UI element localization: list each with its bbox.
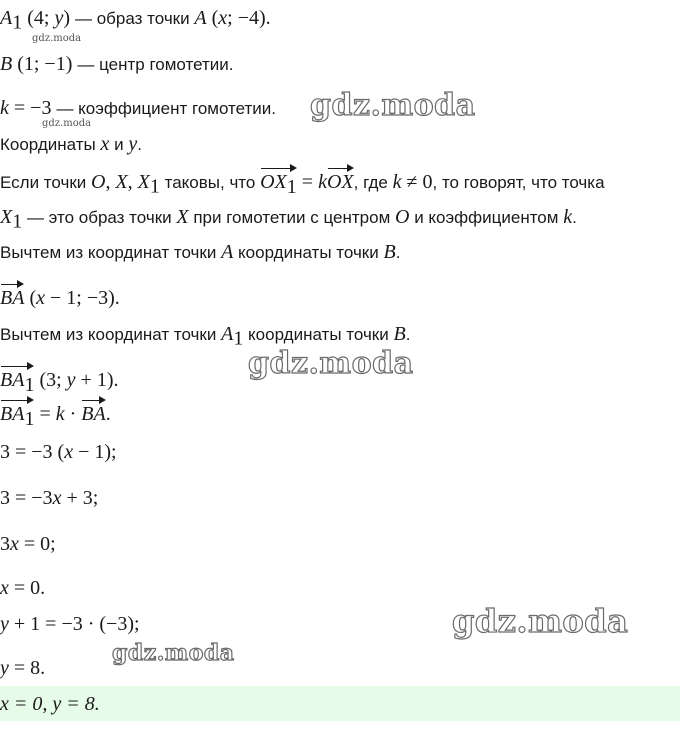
line-vector-relation: $BA_1 = k$ · BA. bbox=[0, 403, 111, 430]
line4-text-a: Координаты bbox=[0, 135, 96, 154]
answer-highlight bbox=[0, 686, 680, 721]
line6-text-b: при гомотетии с центром bbox=[193, 208, 391, 227]
line7-text-b: координаты точки bbox=[238, 243, 379, 262]
line-coefficient: k = −3 — коэффициент гомотетии. bbox=[0, 97, 277, 119]
watermark-1: gdz.moda bbox=[310, 88, 476, 123]
line5-text-d: , то говорят, что точка bbox=[432, 173, 605, 192]
line-center: B (1; −1) — центр гомотетии. bbox=[0, 53, 234, 75]
line9-text-a: Вычтем из координат точки bbox=[0, 325, 217, 344]
line-coordinates: Координаты x и y. bbox=[0, 133, 142, 155]
line4-text-b: и bbox=[114, 135, 124, 154]
line-subtract-2: Вычтем из координат точки $A_1$ координаты точки B. bbox=[0, 323, 411, 350]
equation-4: x = 0. bbox=[0, 577, 46, 599]
line9-text-b: координаты точки bbox=[248, 325, 389, 344]
line2-text: — центр гомотетии. bbox=[77, 55, 234, 74]
line-definition-2: $X_1$ — это образ точки X при гомотетии с центром O и коэффициентом k. bbox=[0, 206, 577, 233]
line6-text-a: — это образ точки bbox=[26, 208, 172, 227]
line-vector-ba1: $BA_1$ (3; y + 1). bbox=[0, 369, 119, 396]
line5-text-b: таковы, что bbox=[164, 173, 256, 192]
equation-2: 3 = −3x + 3; bbox=[0, 487, 99, 509]
line5-text-a: Если точки bbox=[0, 173, 87, 192]
equation-5: y + 1 = −3 · (−3); bbox=[0, 613, 140, 635]
answer-text: x = 0, y = 8. bbox=[0, 693, 100, 715]
watermark-small-1: gdz.moda bbox=[32, 33, 82, 44]
line6-text-c: и коэффициентом bbox=[414, 208, 559, 227]
watermark-2: gdz.moda bbox=[248, 346, 414, 381]
equation-1: 3 = −3 (x − 1); bbox=[0, 441, 117, 463]
line3-text: — коэффициент гомотетии. bbox=[56, 99, 277, 118]
line-subtract-1: Вычтем из координат точки A координаты точки B. bbox=[0, 241, 401, 263]
equation-6: y = 8. bbox=[0, 657, 46, 679]
watermark-small-2: gdz.moda bbox=[42, 118, 92, 129]
line-definition-1: Если точки O, X, $X_1$ таковы, что $OX_1$ = kOX, где k ≠ 0, то говорят, что точка bbox=[0, 171, 605, 198]
line-image-point: $A_1$ (4; y) — образ точки A (x; −4). bbox=[0, 7, 271, 34]
line-vector-ba: BA (x − 1; −3). bbox=[0, 287, 120, 309]
line1-text: — образ точки bbox=[75, 9, 190, 28]
line5-text-c: , где bbox=[353, 173, 388, 192]
watermark-3: gdz.moda bbox=[452, 602, 629, 640]
line7-text-a: Вычтем из координат точки bbox=[0, 243, 217, 262]
equation-3: 3x = 0; bbox=[0, 533, 56, 555]
watermark-4: gdz.moda bbox=[112, 640, 235, 666]
